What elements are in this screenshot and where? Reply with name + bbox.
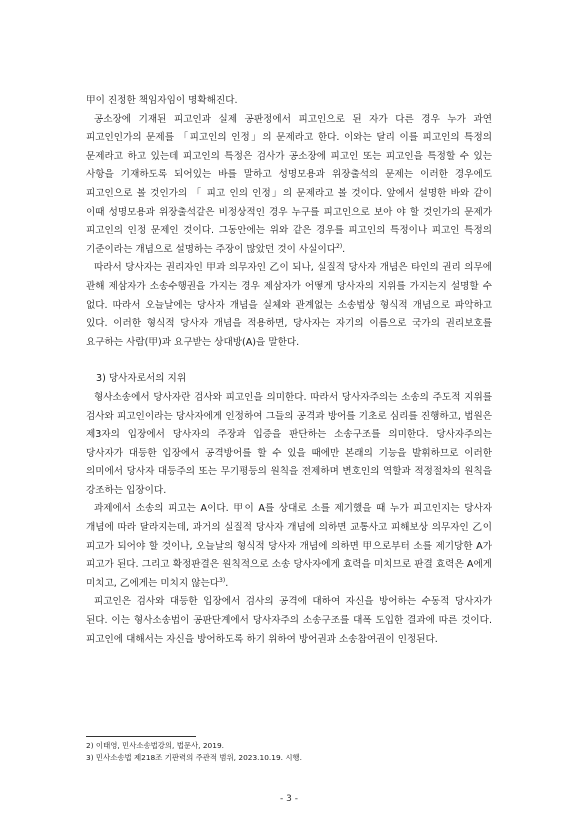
paragraph-6: 피고인은 검사와 대등한 입장에서 검사의 공격에 대하여 자신을 방어하는 수동적 당사자가 된다. 이는 형사소송법이 공판단계에서 당사자주의 소송구조를 대폭 도입한 결과에 따른 것이다. 피고인에 대해서는 자신을 방어하도록 하기 위하여 방어권과 소송참여권이 인정된다. (86, 596, 492, 645)
paragraph-2-text: 공소장에 기재된 피고인과 실제 공판정에서 피고인으로 된 자가 다른 경우 누가 과연 피고인인가의 문제를 「피고인의 인정」의 문제라고 한다. 이와는 달리 이를 피고인의 특정의 문제라고 하고 있는데 피고인의 특정은 검사가 공소장에 피고인 또는 피고인을 특정할 수 있는 사항을 기재하도록 되어있는 바를 말하고 성명모용과 위장출석의 문제는 이러한 경우에도 피고인으로 볼 것인가의 「 피고 인의 인정」의 문제라고 볼 것이다. 앞에서 설명한 바와 같이 이때 성명모용과 위장출석같은 비정상적인 경우 누구를 피고인으로 보아 야 할 것인가의 문제가 피고인의 인정 문제인 것이다. 그동안에는 위와 같은 경우를 피고인의 특정이나 피고인 특정의 기준이라는 개념으로 설명하는 주장이 많았던 것이 사실이다 (86, 113, 492, 255)
footnote-ref-3: 3) (219, 576, 226, 584)
paragraph-1: 甲이 진정한 책임자임이 명확해진다. (86, 95, 238, 106)
footnote-divider (86, 736, 196, 737)
paragraph-5-text: 과제에서 소송의 피고는 A이다. 甲이 A를 상대로 소를 제기했을 때 누가 피고인지는 당사자 개념에 따라 달라지는데, 과거의 실질적 당사자 개념에 의하면 교통사고 피해보상 의무자인 乙이 피고가 되어야 할 것이나, 오늘날의 형식적 당사자 개념에 의하면 甲으로부터 소를 제기당한 A가 피고가 된다. 그리고 확정판결은 원칙적으로 소송 당사자에게 효력을 미치므로 판결 효력은 A에게 미치고, 乙에게는 미치지 않는다 (86, 503, 492, 589)
paragraph-5-tail: . (225, 577, 229, 589)
footnote-2: 2) 이태영, 민사소송법강의, 법문사, 2019. (86, 741, 225, 750)
body-text (86, 92, 492, 649)
footnote-ref-2: 2) (336, 242, 343, 250)
paragraph-4: 형사소송에서 당사자란 검사와 피고인을 의미한다. 따라서 당사자주의는 소송의 주도적 지위를 검사와 피고인이라는 당사자에게 인정하여 그들의 공격과 방어를 기초로 심리를 진행하고, 법원은 제3자의 입장에서 당사자의 주장과 입증을 판단하는 소송구조를 의미한다. 당사자주의는 당사자가 대등한 입장에서 공격방어를 할 수 있을 때에만 본래의 기능을 발휘하므로 이러한 의미에서 당사자 대등주의 또는 무기평등의 원칙을 전제하며 변호인의 역할과 적정절차의 원칙을 강조하는 입장이다. (86, 391, 492, 496)
section-heading: 3) 당사자로서의 지위 (96, 373, 187, 385)
footnotes (86, 740, 492, 764)
paragraph-2 (86, 111, 492, 260)
paragraph-3: 따라서 당사자는 권리자인 甲과 의무자인 乙이 되나, 실질적 당사자 개념은 타인의 권리 의무에 관해 제삼자가 소송수행권을 가지는 경우 제삼자가 어떻게 당사자의 지위를 가지는지 설명할 수 없다. 따라서 오늘날에는 당사자 개념을 실체와 관계없는 소송법상 형식적 개념으로 파악하고 있다. 이러한 형식적 당사자 개념을 적용하면, 당사자는 자기의 이름으로 국가의 권리보호를 요구하는 사람(甲)과 요구받는 상대방(A)을 말한다. (86, 262, 492, 348)
paragraph-2-tail: . (342, 243, 346, 255)
page-number: - 3 - (280, 794, 298, 804)
footnote-3: 3) 민사소송법 제218조 기판력의 주관적 범위, 2023.10.19. 시행. (86, 753, 303, 762)
paragraph-5 (86, 500, 492, 593)
